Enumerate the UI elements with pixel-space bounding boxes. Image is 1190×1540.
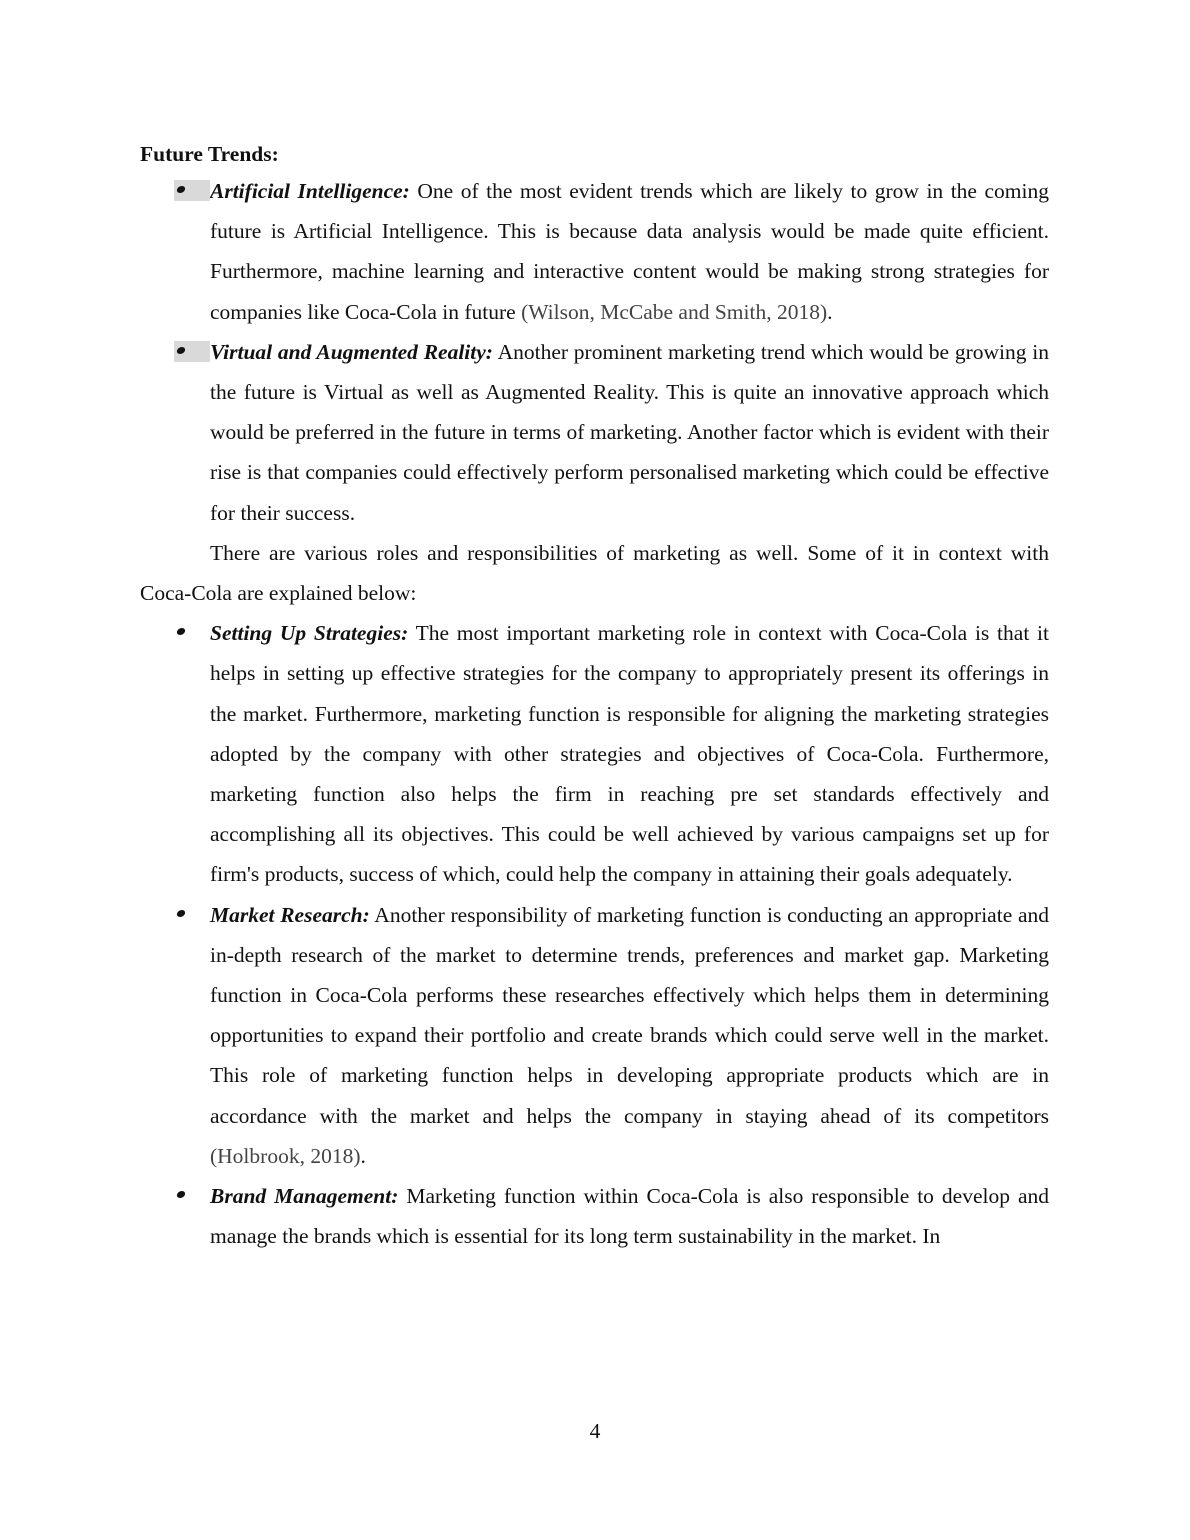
term-label: Brand Management: xyxy=(210,1184,399,1209)
item-text: Another prominent marketing trend which would be growing in the future is Virtual as well as Augmented Reality. This is quite an innovative approach which would be preferred in the future in terms of marketing. Another factor which is evident with their rise is that companies could effectively perform personalised marketing which could be effective for their success. xyxy=(210,339,1049,525)
bullet-icon xyxy=(174,180,210,201)
list-item-market-research: Market Research: Another responsibility of marketing function is conducting an appropriate and in-depth research of the market to determine trends, preferences and market gap. Marketing function in Coca-Cola performs these researches effectively which helps them in determining opportunities to expand their portfolio and create brands which could serve well in the market. This role of marketing function helps in developing appropriate products which are in accordance with the market and helps the company in staying ahead of its competitors (Holbrook, 2018). xyxy=(140,895,1049,1176)
term-label: Market Research: xyxy=(210,902,370,927)
list-item-artificial-intelligence: Artificial Intelligence: One of the most evident trends which are likely to grow in the coming future is Artificial Intelligence. This is because data analysis would be made quite efficient. Furthermore, machine learning and interactive content would be making strong strategies for companies like Coca-Cola in future (Wilson, McCabe and Smith, 2018). xyxy=(140,171,1049,332)
page-number: 4 xyxy=(589,1419,601,1443)
marketing-roles-list xyxy=(140,613,1049,1256)
bullet-icon xyxy=(174,341,210,362)
item-text: Marketing function within Coca-Cola is also responsible to develop and manage the brands which is essential for its long term sustainability in the market. In xyxy=(210,1184,1049,1249)
intro-paragraph: There are various roles and responsibilities of marketing as well. Some of it in context with Coca-Cola are explained below: xyxy=(140,540,1049,606)
term-label: Artificial Intelligence: xyxy=(210,179,410,203)
item-text: The most important marketing role in context with Coca-Cola is that it helps in setting up effective strategies for the company to appropriately present its offerings in the market. Furthermore, marketing function is responsible for aligning the marketing strategies adopted by the company with other strategies and objectives of Coca-Cola. Furthermore, marketing function also helps the firm in reaching pre set standards effectively and accomplishing all its objectives. This could be well achieved by various campaigns set up for firm's products, success of which, could help the company in attaining their goals adequately. xyxy=(210,621,1049,887)
list-item-virtual-augmented-reality xyxy=(140,332,1049,533)
list-item-brand-management xyxy=(140,1176,1049,1256)
citation: (Wilson, McCabe and Smith, 2018) xyxy=(521,299,828,324)
term-label: Setting Up Strategies: xyxy=(210,621,409,646)
section-heading: Future Trends: xyxy=(140,142,279,166)
bullet-icon xyxy=(174,622,210,643)
list-item-setting-up-strategies xyxy=(140,613,1049,894)
future-trends-list xyxy=(140,171,1049,533)
item-text: Another responsibility of marketing function is conducting an appropriate and in-depth research of the market to determine trends, preferences and market gap. Marketing function in Coca-Cola performs these researches effectively which helps them in determining opportunities to expand their portfolio and create brands which could serve well in the market. This role of marketing function helps in developing appropriate products which are in accordance with the market and helps the company in staying ahead of its competitors xyxy=(210,902,1049,1128)
item-text: One of the most evident trends which are likely to grow in the coming future is Artificial Intelligence. This is because data analysis would be made quite efficient. Furthermore, machine learning and interactive content would be making strong strategies for companies like Coca-Cola in future xyxy=(210,179,1049,324)
term-label: Virtual and Augmented Reality: xyxy=(210,339,493,364)
citation: (Holbrook, 2018) xyxy=(210,1143,361,1168)
document-page xyxy=(140,137,1049,1256)
bullet-icon xyxy=(174,1185,210,1206)
bullet-icon xyxy=(174,904,210,925)
